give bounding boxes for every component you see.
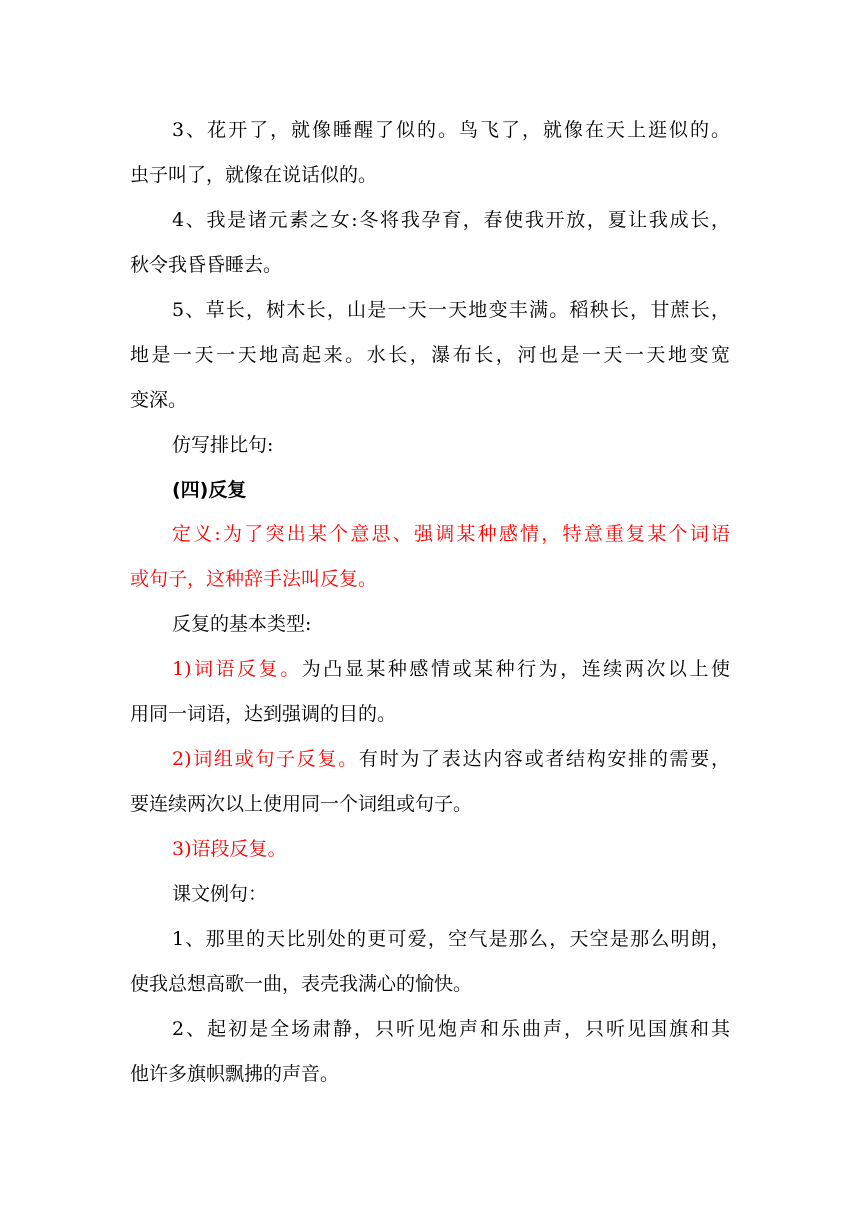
type2-line2: 要连续两次以上使用同一个词组或句子。 [130,793,473,815]
type2-line1 [172,747,730,771]
example2-line2: 他许多旗帜飘拂的声音。 [130,1063,340,1085]
definition-line1: 定义:为了突出某个意思、强调某种感情，特意重复某个词语 [172,523,730,545]
type1-text: 为凸显某种感情或某种行为，连续两次以上使 [301,658,730,680]
example1-line2: 使我总想高歌一曲，表壳我满心的愉快。 [130,973,473,995]
definition-line2: 或句子，这种辞手法叫反复。 [130,568,378,590]
types-heading: 反复的基本类型: [172,613,312,635]
item4-line2: 秋令我昏昏睡去。 [130,254,283,276]
type2-text: 有时为了表达内容或者结构安排的需要， [358,748,730,770]
type1-label: 1)词语反复。 [172,658,302,680]
type3-label: 3)语段反复。 [172,838,287,860]
practice-prompt: 仿写排比句: [172,434,274,456]
type1-line2: 用同一词语，达到强调的目的。 [130,703,397,725]
item3-line2: 虫子叫了，就像在说话似的。 [130,164,378,186]
type2-label: 2)词组或句子反复。 [172,748,359,770]
section-heading: (四)反复 [172,479,247,501]
item5-line1: 5、草长，树木长，山是一天一天地变丰满。稻秧长，甘蔗长， [172,299,730,321]
examples-heading: 课文例句： [172,883,268,905]
item5-line2: 地是一天一天地高起来。水长，瀑布长，河也是一天一天地变宽 [130,344,730,366]
example2-line1: 2、起初是全场肃静，只听见炮声和乐曲声，只听见国旗和其 [172,1018,730,1040]
item3-line1: 3、花开了，就像睡醒了似的。鸟飞了，就像在天上逛似的。 [172,119,730,141]
type1-line1 [172,657,730,681]
item4-line1: 4、我是诸元素之女:冬将我孕育，春使我开放，夏让我成长， [172,209,730,231]
type3-line1 [172,837,730,861]
item5-line3: 变深。 [130,389,188,411]
example1-line1: 1、那里的天比别处的更可爱，空气是那么，天空是那么明朗， [172,928,730,950]
